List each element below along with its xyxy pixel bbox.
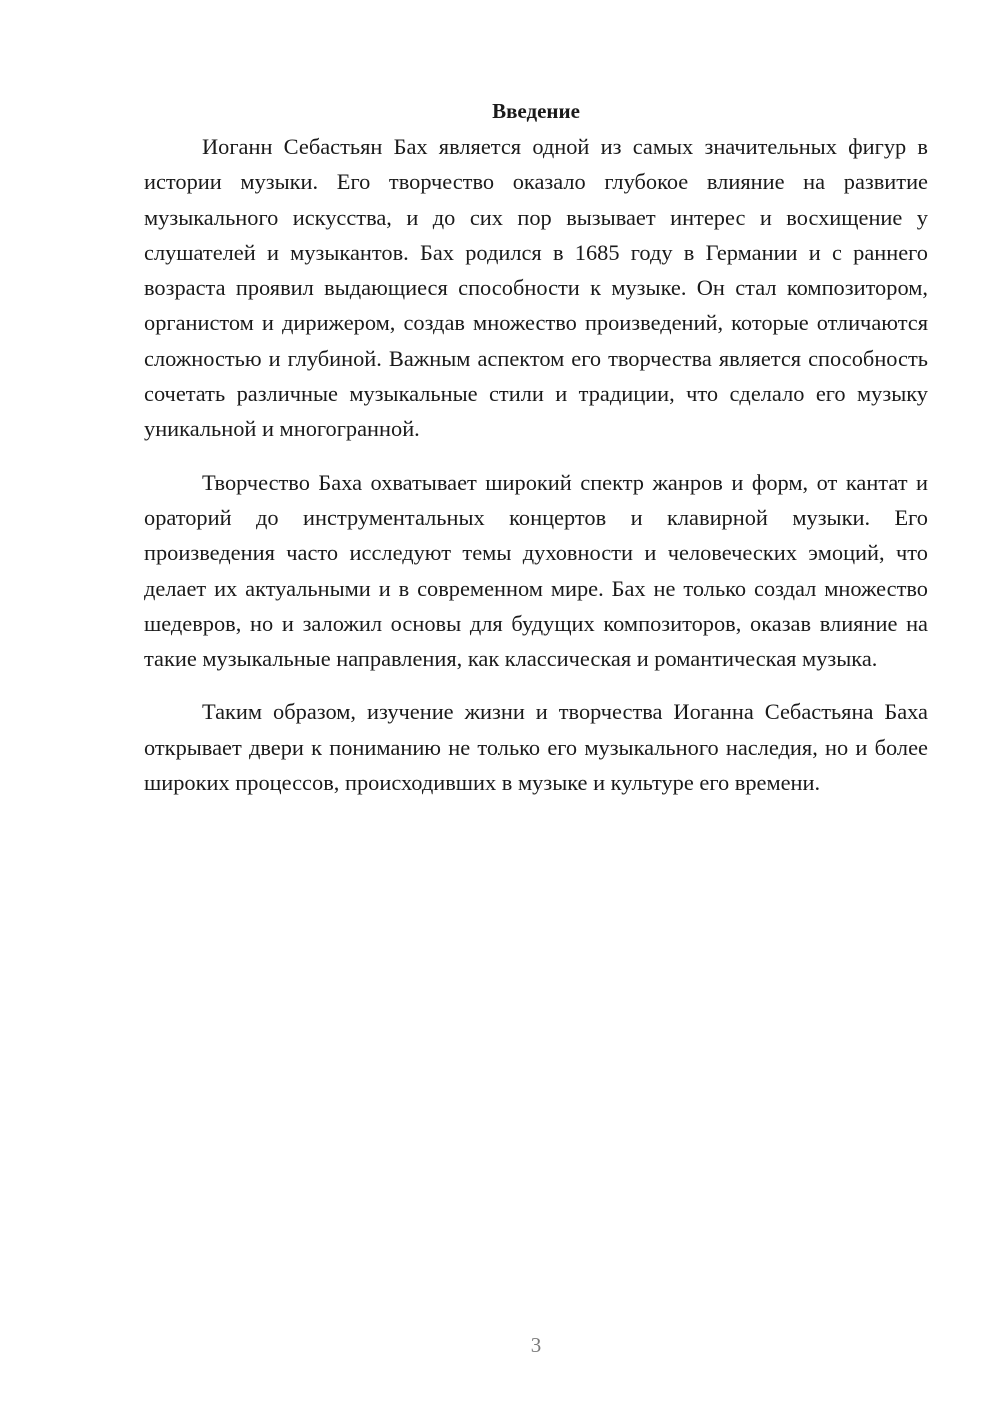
section-heading: Введение [492, 99, 580, 123]
document-page [144, 96, 928, 818]
paragraph-intro: Иоганн Себастьян Бах является одной из самых значительных фигур в истории музыки. Его творчество оказало глубокое влияние на развитие музыкального искусства, и до сих пор вызывает интерес и восхищение у слушателей и музыкантов. Бах родился в 1685 году в Германии и с раннего возраста проявил выдающиеся способности к музыке. Он стал композитором, органистом и дирижером, создав множество произведений, которые отличаются сложностью и глубиной. Важным аспектом его творчества является способность сочетать различные музыкальные стили и традиции, что сделало его музыку уникальной и многогранной. [144, 134, 928, 442]
paragraph-works: Творчество Баха охватывает широкий спектр жанров и форм, от кантат и ораторий до инструментальных концертов и клавирной музыки. Его произведения часто исследуют темы духовности и человеческих эмоций, что делает их актуальными и в современном мире. Бах не только создал множество шедевров, но и заложил основы для будущих композиторов, оказав влияние на такие музыкальные направления, как классическая и романтическая музыка. [144, 469, 928, 672]
page-number: 3 [530, 1333, 542, 1357]
paragraph-conclusion: Таким образом, изучение жизни и творчества Иоганна Себастьяна Баха открывает двери к пониманию не только его музыкального наследия, но и более широких процессов, происходивших в музыке и культуре его времени. [144, 699, 928, 796]
